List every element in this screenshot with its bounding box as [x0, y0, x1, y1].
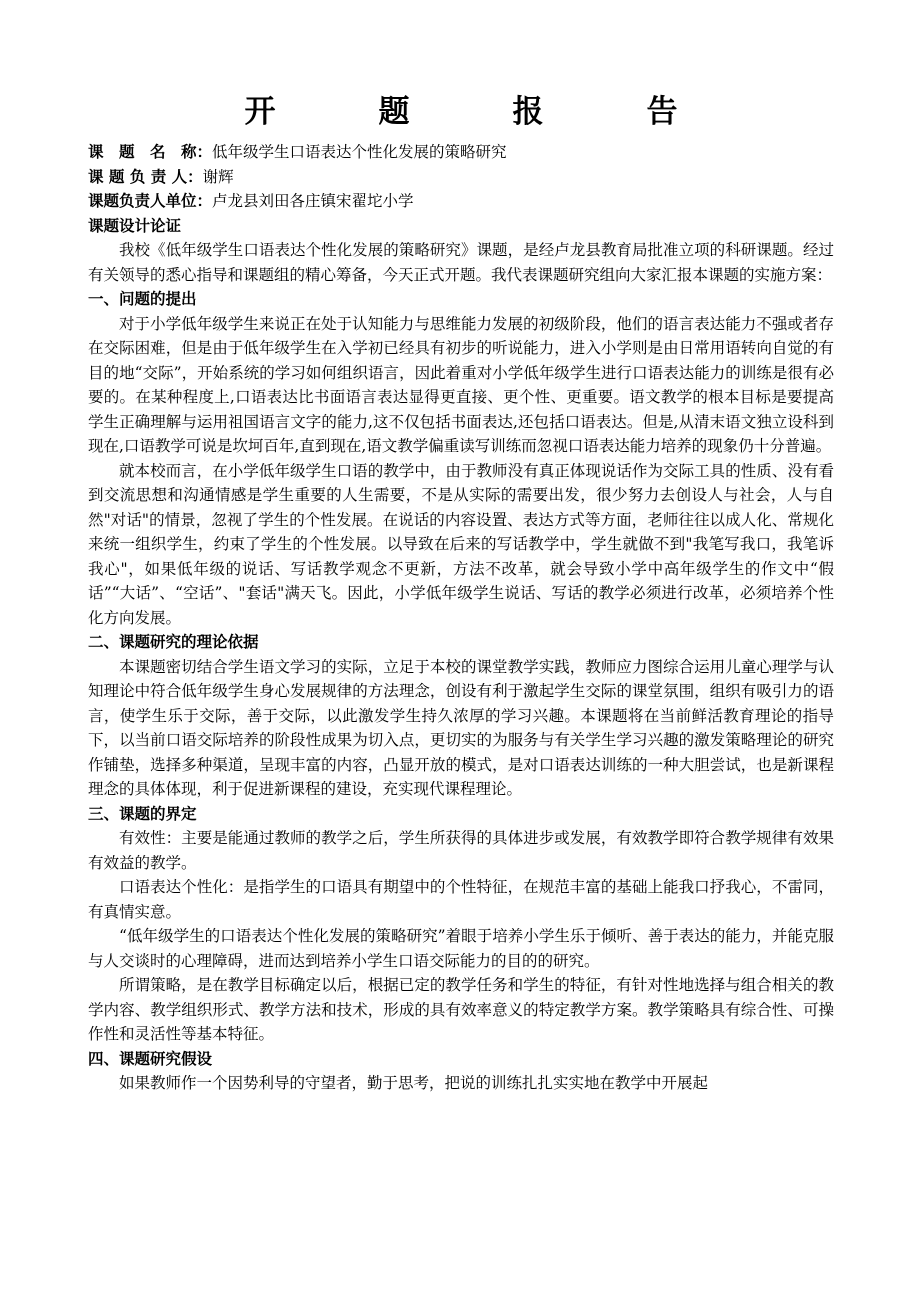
section-3-paragraph: 所谓策略，是在教学目标确定以后，根据已定的教学任务和学生的特征，有针对性地选择与组合相关的教学内容、教学组织形式、教学方法和技术，形成的具有效率意义的特定教学方案。教学策略具有综合性、可操作性和灵活性等基本特征。 [88, 976, 834, 1043]
section-heading-1: 一、问题的提出 [88, 289, 197, 308]
meta-value: 低年级学生口语表达个性化发展的策略研究 [212, 143, 507, 161]
section-heading-4: 四、课题研究假设 [88, 1048, 213, 1068]
section-3-paragraph: 有效性：主要是能通过教师的教学之后，学生所获得的具体进步或发展，有效教学即符合教学规律有效果有效益的教学。 [88, 829, 834, 872]
meta-value: 卢龙县刘田各庄镇宋翟坨小学 [212, 192, 414, 210]
meta-label: 课题负责人单位： [88, 191, 213, 210]
meta-topic-name [88, 140, 834, 165]
design-heading: 课题设计论证 [88, 215, 182, 235]
section-1-paragraph: 就本校而言，在小学低年级学生口语的教学中，由于教师没有真正体现说话作为交际工具的性质、没有看到交流思想和沟通情感是学生重要的人生需要，不是从实际的需要出发，很少努力去创设人与社会，人与自然"对话"的情景，忽视了学生的个性发展。在说话的内容设置、表达方式等方面，老师往往以成人化、常规化来统一组织学生，约束了学生的个性发展。以导致在后来的写话教学中，学生就做不到"我笔写我口，我笔诉我心"，如果低年级的说话、写话教学观念不更新，方法不改革，就会导致小学中高年级学生的作文中“假话”“大话”、“空话”、"套话"满天飞。因此，小学低年级学生说话、写话的教学必须进行改革，必须培养个性化方向发展。 [88, 461, 834, 627]
meta-topic-leader [88, 165, 834, 190]
document-page [88, 90, 834, 1096]
meta-label: 课 题 名 称： [88, 142, 213, 161]
meta-leader-unit [88, 189, 834, 214]
section-2-paragraph: 本课题密切结合学生语文学习的实际，立足于本校的课堂教学实践，教师应力图综合运用儿童心理学与认知理论中符合低年级学生身心发展规律的方法理念，创设有利于激起学生交际的课堂氛围，组织有吸引力的语言，使学生乐于交际，善于交际，以此激发学生持久浓厚的学习兴趣。本课题将在当前鲜活教育理论的指导下，以当前口语交际培养的阶段性成果为切入点，更切实的为服务与有关学生学习兴趣的激发策略理论的研究作铺垫，选择多种渠道，呈现丰富的内容，凸显开放的模式，是对口语表达训练的一种大胆尝试，也是新课程理念的具体体现，利于促进新课程的建设，充实现代课程理论。 [88, 657, 834, 798]
section-3-paragraph: 口语表达个性化：是指学生的口语具有期望中的个性特征，在规范丰富的基础上能我口抒我心，不雷同，有真情实意。 [88, 878, 834, 921]
section-3-paragraph: “低年级学生的口语表达个性化发展的策略研究”着眼于培养小学生乐于倾听、善于表达的能力，并能克服与人交谈时的心理障碍，进而达到培养小学生口语交际能力的目的的研究。 [88, 927, 834, 970]
page-title: 开 题 报 告 [244, 94, 714, 130]
intro-paragraph: 我校《低年级学生口语表达个性化发展的策略研究》课题，是经卢龙县教育局批准立项的科研课题。经过有关领导的悉心指导和课题组的精心筹备，今天正式开题。我代表课题研究组向大家汇报本课题的实施方案： [88, 241, 834, 284]
section-heading-2: 二、课题研究的理论依据 [88, 632, 259, 651]
section-1-paragraph: 对于小学低年级学生来说正在处于认知能力与思维能力发展的初级阶段，他们的语言表达能力不强或者存在交际困难，但是由于低年级学生在入学初已经具有初步的听说能力，进入小学则是由日常用语转向自觉的有目的地“交际”，开始系统的学习如何组织语言，因此着重对小学低年级学生进行口语表达能力的训练是很有必要的。在某种程度上,口语表达比书面语言表达显得更直接、更个性、更重要。语文教学的根本目标是要提高学生正确理解与运用祖国语言文字的能力,这不仅包括书面表达,还包括口语表达。但是,从清末语文独立设科到现在,口语教学可说是坎坷百年,直到现在,语文教学偏重读写训练而忽视口语表达能力培养的现象仍十分普遍。 [88, 314, 834, 455]
meta-value: 谢辉 [202, 167, 234, 186]
meta-label: 课 题 负 责 人： [88, 166, 203, 186]
section-heading-3: 三、课题的界定 [88, 803, 197, 823]
section-4-paragraph: 如果教师作一个因势利导的守望者，勤于思考，把说的训练扎扎实实地在教学中开展起 [119, 1074, 709, 1092]
